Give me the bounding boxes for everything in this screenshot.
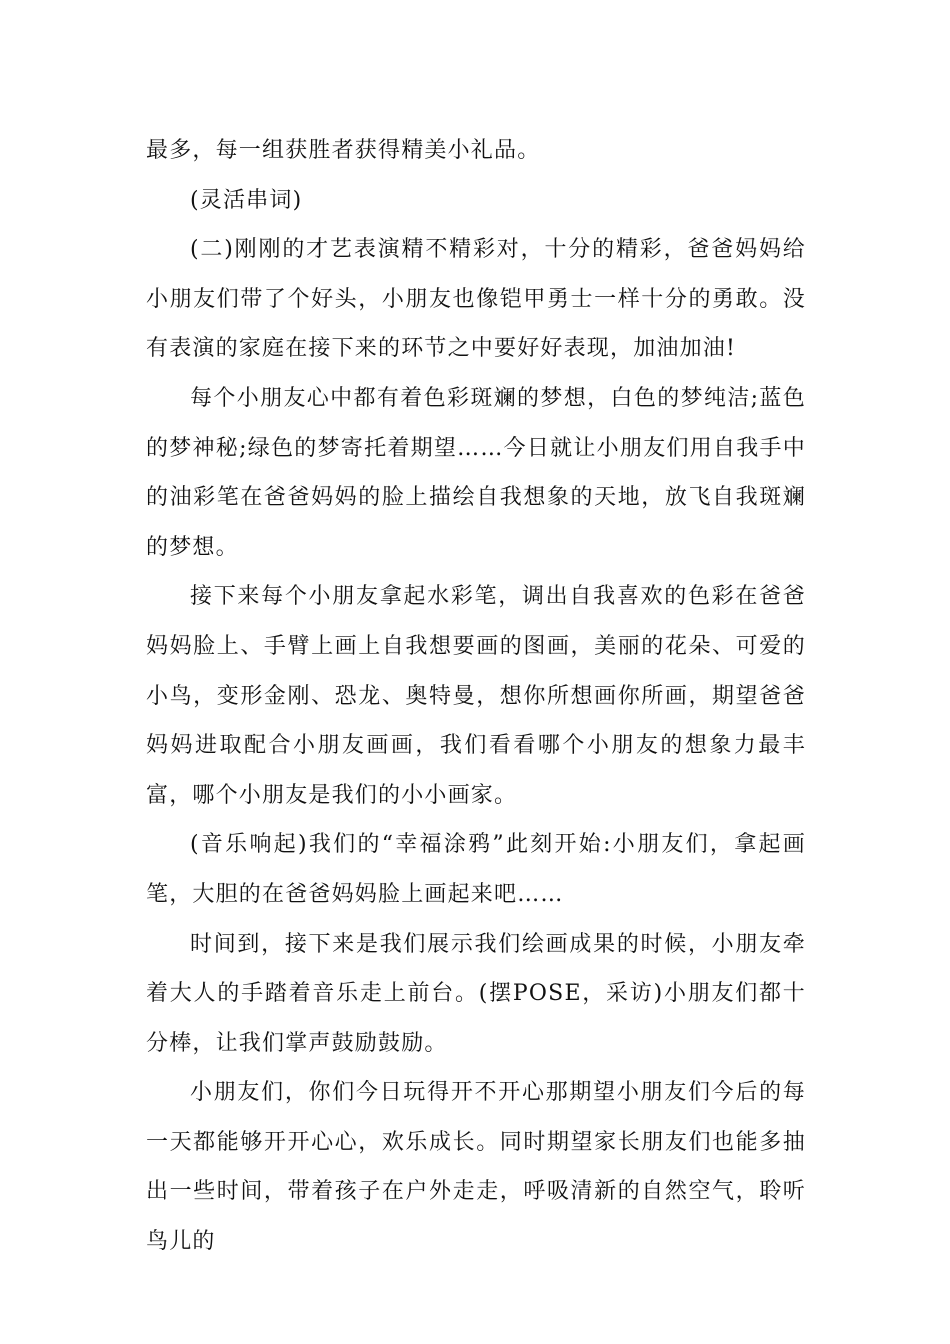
paragraph: 时间到，接下来是我们展示我们绘画成果的时候，小朋友牵着大人的手踏着音乐走上前台。(摆POSE，采访)小朋友们都十分棒，让我们掌声鼓励鼓励。 [146, 931, 806, 1056]
paragraph: (二)刚刚的才艺表演精不精彩对，十分的精彩，爸爸妈妈给小朋友们带了个好头，小朋友也像铠甲勇士一样十分的勇敢。没有表演的家庭在接下来的环节之中要好好表现，加油加油! [146, 237, 806, 362]
paragraph: (灵活串词) [190, 187, 303, 213]
paragraph: 接下来每个小朋友拿起水彩笔，调出自我喜欢的色彩在爸爸妈妈脸上、手臂上画上自我想要画的图画，美丽的花朵、可爱的小鸟，变形金刚、恐龙、奥特曼，想你所想画你所画，期望爸爸妈妈进取配合小朋友画画，我们看看哪个小朋友的想象力最丰富，哪个小朋友是我们的小小画家。 [146, 584, 806, 808]
paragraph: (音乐响起)我们的“幸福涂鸦”此刻开始:小朋友们，拿起画笔，大胆的在爸爸妈妈脸上画起来吧…… [146, 832, 806, 907]
paragraph: 每个小朋友心中都有着色彩斑斓的梦想，白色的梦纯洁;蓝色的梦神秘;绿色的梦寄托着期望……今日就让小朋友们用自我手中的油彩笔在爸爸妈妈的脸上描绘自我想象的天地，放飞自我斑斓的梦想。 [146, 385, 806, 560]
paragraph: 最多，每一组获胜者获得精美小礼品。 [146, 138, 541, 163]
paragraph: 小朋友们，你们今日玩得开不开心那期望小朋友们今后的每一天都能够开开心心，欢乐成长。同时期望家长朋友们也能多抽出一些时间，带着孩子在户外走走，呼吸清新的自然空气，聆听鸟儿的 [146, 1080, 806, 1255]
body-text [146, 126, 806, 1267]
